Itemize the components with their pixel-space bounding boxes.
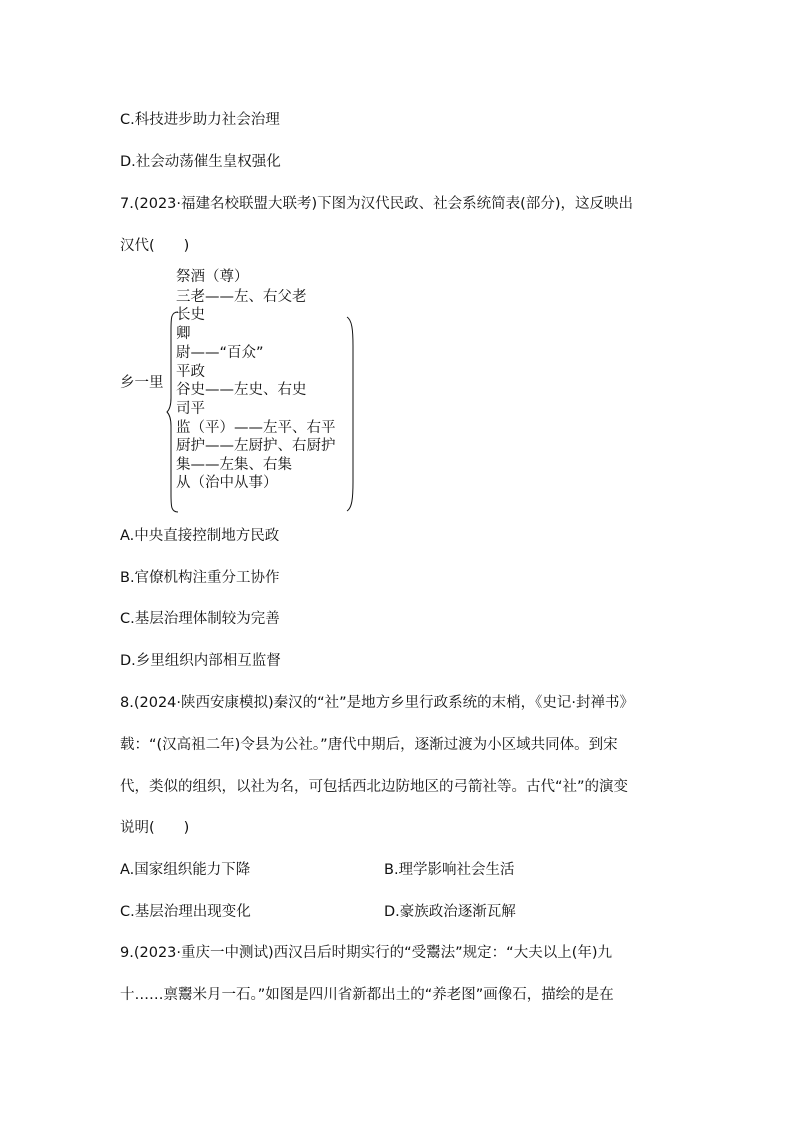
question-7-stem-line1: 7.(2023·福建名校联盟大联考)下图为汉代民政、社会系统简表(部分)，这反映出 <box>120 196 633 212</box>
question-8-stem-line1: 8.(2024·陕西安康模拟)秦汉的“社”是地方乡里行政系统的末梢，《史记·封禅书》 <box>120 695 635 711</box>
option-a-q7: A.中央直接控制地方民政 <box>120 528 280 544</box>
right-brace <box>346 316 356 512</box>
question-8-stem-line3: 代，类似的组织，以社为名，可包括西北边防地区的弓箭社等。古代“社”的演变 <box>120 779 629 795</box>
diagram-item: 司平 <box>176 401 205 417</box>
diagram-top-item: 祭酒（尊） <box>176 269 249 285</box>
option-c-q6: C.科技进步助力社会治理 <box>120 112 280 128</box>
diagram-item: 长史 <box>176 307 205 323</box>
han-civil-system-diagram <box>120 262 380 514</box>
diagram-item: 厨护——左厨护、右厨护 <box>176 438 336 454</box>
diagram-top-item: 三老——左、右父老 <box>176 289 307 305</box>
diagram-item: 谷史——左史、右史 <box>176 382 307 398</box>
diagram-root-label: 乡一里 <box>120 375 164 391</box>
option-d-q8: D.豪族政治逐渐瓦解 <box>384 904 516 920</box>
question-9-stem-line2: 十……禀鬻米月一石。”如图是四川省新都出土的“养老图”画像石，描绘的是在 <box>120 987 614 1003</box>
option-b-q8: B.理学影响社会生活 <box>384 862 515 878</box>
question-8-stem-line4: 说明( ) <box>120 820 190 836</box>
option-b-q7: B.官僚机构注重分工协作 <box>120 570 280 586</box>
diagram-item: 卿 <box>176 326 191 342</box>
diagram-item: 监（平）——左平、右平 <box>176 420 336 436</box>
diagram-item: 尉——“百众” <box>176 345 264 361</box>
diagram-item: 集——左集、右集 <box>176 457 292 473</box>
question-7-stem-line2: 汉代( ) <box>120 238 190 254</box>
option-c-q7: C.基层治理体制较为完善 <box>120 611 280 627</box>
question-9-stem-line1: 9.(2023·重庆一中测试)西汉吕后时期实行的“受鬻法”规定：“大夫以上(年)九 <box>120 945 613 961</box>
option-c-q8: C.基层治理出现变化 <box>120 904 251 920</box>
option-d-q6: D.社会动荡催生皇权强化 <box>120 154 281 170</box>
question-8-stem-line2: 载：“(汉高祖二年)令县为公社。”唐代中期后，逐渐过渡为小区域共同体。到宋 <box>120 737 618 753</box>
option-d-q7: D.乡里组织内部相互监督 <box>120 653 281 669</box>
diagram-item: 从（治中从事） <box>176 475 278 491</box>
option-a-q8: A.国家组织能力下降 <box>120 862 251 878</box>
diagram-item: 平政 <box>176 364 205 380</box>
